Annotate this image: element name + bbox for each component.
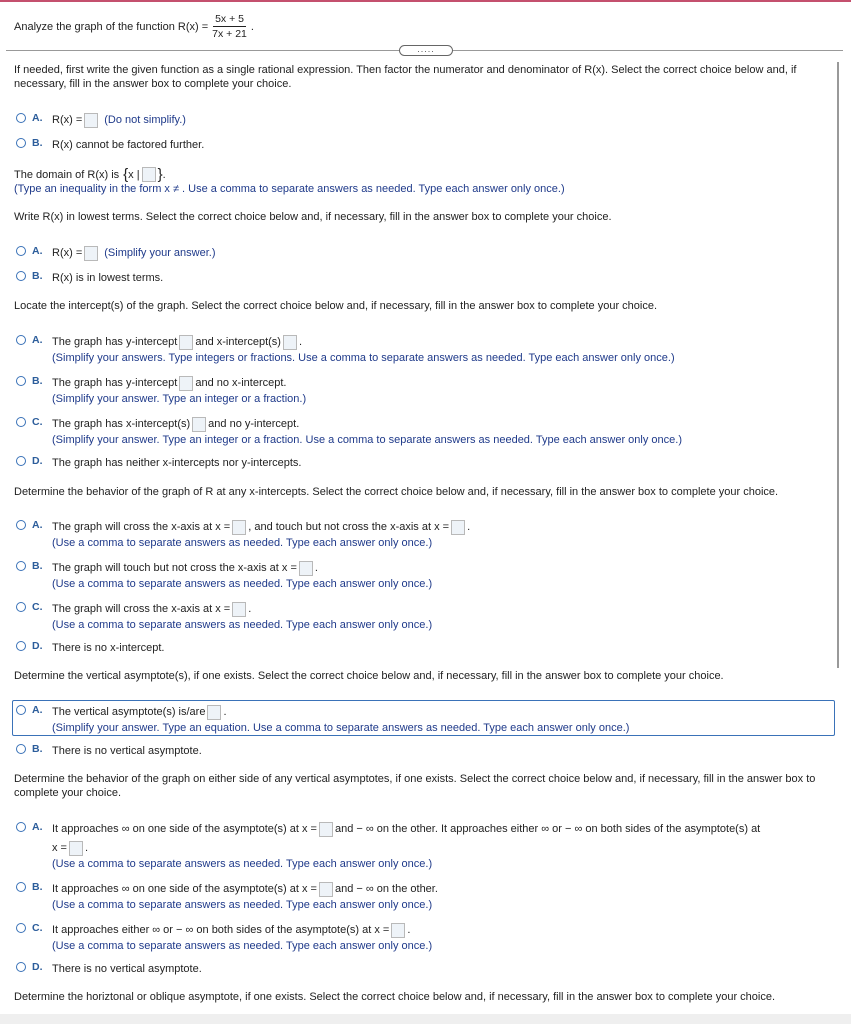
choice-text: , and touch but not cross the x-axis at x = [248,521,450,533]
choice-letter: C. [32,922,43,934]
set-variable: x | [128,168,140,181]
choice-hint: (Simplify your answers. Type integers or fractions. Use a comma to separate answers as needed. Type each answer only once.) [52,352,675,364]
factor-choice-b[interactable] [16,137,204,153]
lowest-terms-choice-b[interactable] [16,270,163,286]
domain-hint: (Type an inequality in the form x ≠ . Use a comma to separate answers as needed. Type each answer only once.) [14,183,565,195]
scrollbar[interactable] [837,62,839,668]
domain-answer-box[interactable] [142,167,156,182]
choice-text: It approaches ∞ on one side of the asymptote(s) at x = [52,823,317,835]
lowest-terms-choice-a[interactable] [16,245,216,261]
behavior-choice-c[interactable] [16,601,432,633]
header-prefix: Analyze the graph of the function R(x) = [14,20,209,33]
radio-button[interactable] [16,376,26,386]
choice-text: It approaches ∞ on one side of the asymptote(s) at x = [52,883,317,895]
sides-choice-d[interactable] [16,961,202,977]
function-fraction [210,13,249,40]
both-sides-box[interactable] [69,841,83,856]
radio-button[interactable] [16,138,26,148]
choice-text: and no x-intercept. [195,377,287,389]
vertical-asymptote-box[interactable] [207,705,221,720]
radio-button[interactable] [16,520,26,530]
choice-letter: B. [32,881,43,893]
factor-instruction: If needed, first write the given function as a single rational expression. Then factor the numerator and denominator of R(x). Select the correct choice below and, if necessary, fill in the answer box to complete your choice. [14,64,797,90]
choice-text: The graph has x-intercept(s) [52,418,191,430]
fraction-denominator: 7x + 21 [212,28,247,40]
choice-letter: A. [32,334,43,346]
choice-letter: B. [32,560,43,572]
choice-letter: D. [32,455,43,467]
choice-text: There is no vertical asymptote. [52,963,202,975]
choice-letter: A. [32,519,43,531]
radio-button[interactable] [16,882,26,892]
choice-text: x = [52,842,67,854]
question-header [14,13,254,40]
choice-text: The graph will cross the x-axis at x = [52,603,231,615]
horizontal-asymptote-instruction: Determine the horiztonal or oblique asymptote, if one exists. Select the correct choice below and, if necessary, fill in the answer box to complete your choice. [14,991,776,1003]
choice-letter: B. [32,375,43,387]
radio-button[interactable] [16,641,26,651]
choice-text: There is no vertical asymptote. [52,745,202,757]
radio-button[interactable] [16,561,26,571]
choice-letter: A. [32,245,43,257]
choice-hint: (Use a comma to separate answers as needed. Type each answer only once.) [52,537,433,549]
choice-text: . [84,842,89,854]
choice-text: and − ∞ on the other. It approaches either ∞ or − ∞ on both sides of the asymptote(s) at [334,823,761,835]
choice-text: R(x) cannot be factored further. [52,139,205,151]
behavior-choice-a[interactable] [16,519,470,551]
behavior-choice-d[interactable] [16,640,165,656]
choice-text: There is no x-intercept. [52,642,165,654]
choice-text: The graph has y-intercept [52,336,178,348]
intercepts-choice-d[interactable] [16,455,301,471]
choice-text: The graph will touch but not cross the x-axis at x = [52,562,297,574]
asymptote-sides-instruction: Determine the behavior of the graph on either side of any vertical asymptotes, if one exists. Select the correct choice below and, if necessary, fill in the answer box to complete your choice. [14,773,816,799]
choice-text: R(x) = [52,114,83,126]
radio-button[interactable] [16,417,26,427]
radio-button[interactable] [16,113,26,123]
choice-text: and x-intercept(s) [195,336,281,348]
intercepts-choice-a[interactable] [16,334,675,366]
intercepts-choice-c[interactable] [16,416,682,448]
choice-text: and no y-intercept. [208,418,300,430]
choice-text: . [298,336,303,348]
radio-button[interactable] [16,962,26,972]
radio-button[interactable] [16,822,26,832]
choice-letter: A. [32,704,43,716]
cross-x-box[interactable] [232,520,246,535]
choice-hint: (Use a comma to separate answers as needed. Type each answer only once.) [52,578,433,590]
bottom-toolbar [0,1014,851,1024]
factor-choice-a[interactable] [16,112,186,128]
choice-letter: A. [32,112,43,124]
choice-text: The graph has y-intercept [52,377,178,389]
intercepts-choice-b[interactable] [16,375,306,407]
behavior-instruction: Determine the behavior of the graph of R at any x-intercepts. Select the correct choice below and, if necessary, fill in the answer box to complete your choice. [14,486,779,498]
behavior-choice-b[interactable] [16,560,432,592]
choice-text: The vertical asymptote(s) is/are [52,706,206,718]
choice-letter: A. [32,821,43,833]
y-intercept-box[interactable] [179,376,193,391]
choice-letter: D. [32,640,43,652]
choice-letter: C. [32,601,43,613]
y-intercept-box[interactable] [179,335,193,350]
choice-hint: (Use a comma to separate answers as needed. Type each answer only once.) [52,858,433,870]
choice-text: . [467,521,471,533]
choice-letter: B. [32,743,43,755]
choice-text: The graph will cross the x-axis at x = [52,521,231,533]
top-accent-line [0,0,851,2]
x-intercept-box[interactable] [283,335,297,350]
answer-box[interactable] [84,246,98,261]
choice-text: R(x) = [52,247,83,259]
answer-box[interactable] [84,113,98,128]
choice-text: . [223,706,227,718]
radio-button[interactable] [16,335,26,345]
cross-x-box[interactable] [232,602,246,617]
choice-hint: (Simplify your answer. Type an integer or a fraction.) [52,393,307,405]
divider-handle[interactable]: ..... [399,45,453,56]
choice-hint: (Use a comma to separate answers as needed. Type each answer only once.) [52,940,433,952]
domain-statement [14,167,565,196]
radio-button[interactable] [16,923,26,933]
radio-button[interactable] [16,271,26,281]
both-sides-box[interactable] [391,923,405,938]
choice-hint: (Use a comma to separate answers as needed. Type each answer only once.) [52,899,433,911]
choice-text: . [314,562,318,574]
choice-hint: (Simplify your answer.) [104,247,216,259]
x-intercept-box[interactable] [192,417,206,432]
touch-x-box[interactable] [299,561,313,576]
sides-choice-b[interactable] [16,881,438,913]
sides-choice-a[interactable] [16,821,760,872]
radio-button[interactable] [16,744,26,754]
choice-letter: B. [32,270,43,282]
domain-period: . [162,168,166,181]
set-close-brace: } [157,165,163,183]
touch-x-box[interactable] [451,520,465,535]
header-suffix: . [250,20,254,33]
vertical-choice-a[interactable] [16,704,629,736]
choice-text: It approaches either ∞ or − ∞ on both sides of the asymptote(s) at x = [52,924,390,936]
radio-button[interactable] [16,456,26,466]
lowest-terms-instruction: Write R(x) in lowest terms. Select the correct choice below and, if necessary, fill in the answer box to complete your choice. [14,211,612,223]
sides-choice-c[interactable] [16,922,432,954]
vertical-asymptote-instruction: Determine the vertical asymptote(s), if one exists. Select the correct choice below and, if necessary, fill in the answer box to complete your choice. [14,670,724,682]
choice-hint: (Do not simplify.) [104,114,186,126]
one-side-box[interactable] [319,882,333,897]
one-side-box[interactable] [319,822,333,837]
domain-lead: The domain of R(x) is [14,168,120,181]
radio-button[interactable] [16,246,26,256]
choice-letter: B. [32,137,43,149]
intercepts-instruction: Locate the intercept(s) of the graph. Select the correct choice below and, if necessary, fill in the answer box to complete your choice. [14,300,658,312]
radio-button[interactable] [16,602,26,612]
radio-button[interactable] [16,705,26,715]
choice-text: R(x) is in lowest terms. [52,272,164,284]
choice-hint: (Simplify your answer. Type an equation. Use a comma to separate answers as needed. Type each answer only once.) [52,722,630,734]
choice-letter: C. [32,416,43,428]
fraction-numerator: 5x + 5 [215,13,244,25]
choice-text: The graph has neither x-intercepts nor y-intercepts. [52,457,302,469]
choice-letter: D. [32,961,43,973]
choice-hint: (Simplify your answer. Type an integer or a fraction. Use a comma to separate answers as needed. Type each answer only once.) [52,434,682,446]
vertical-choice-b[interactable] [16,743,202,759]
choice-hint: (Use a comma to separate answers as needed. Type each answer only once.) [52,619,433,631]
choice-text: . [407,924,411,936]
choice-text: . [248,603,252,615]
set-open-brace: { [123,165,129,183]
choice-text: and − ∞ on the other. [334,883,438,895]
